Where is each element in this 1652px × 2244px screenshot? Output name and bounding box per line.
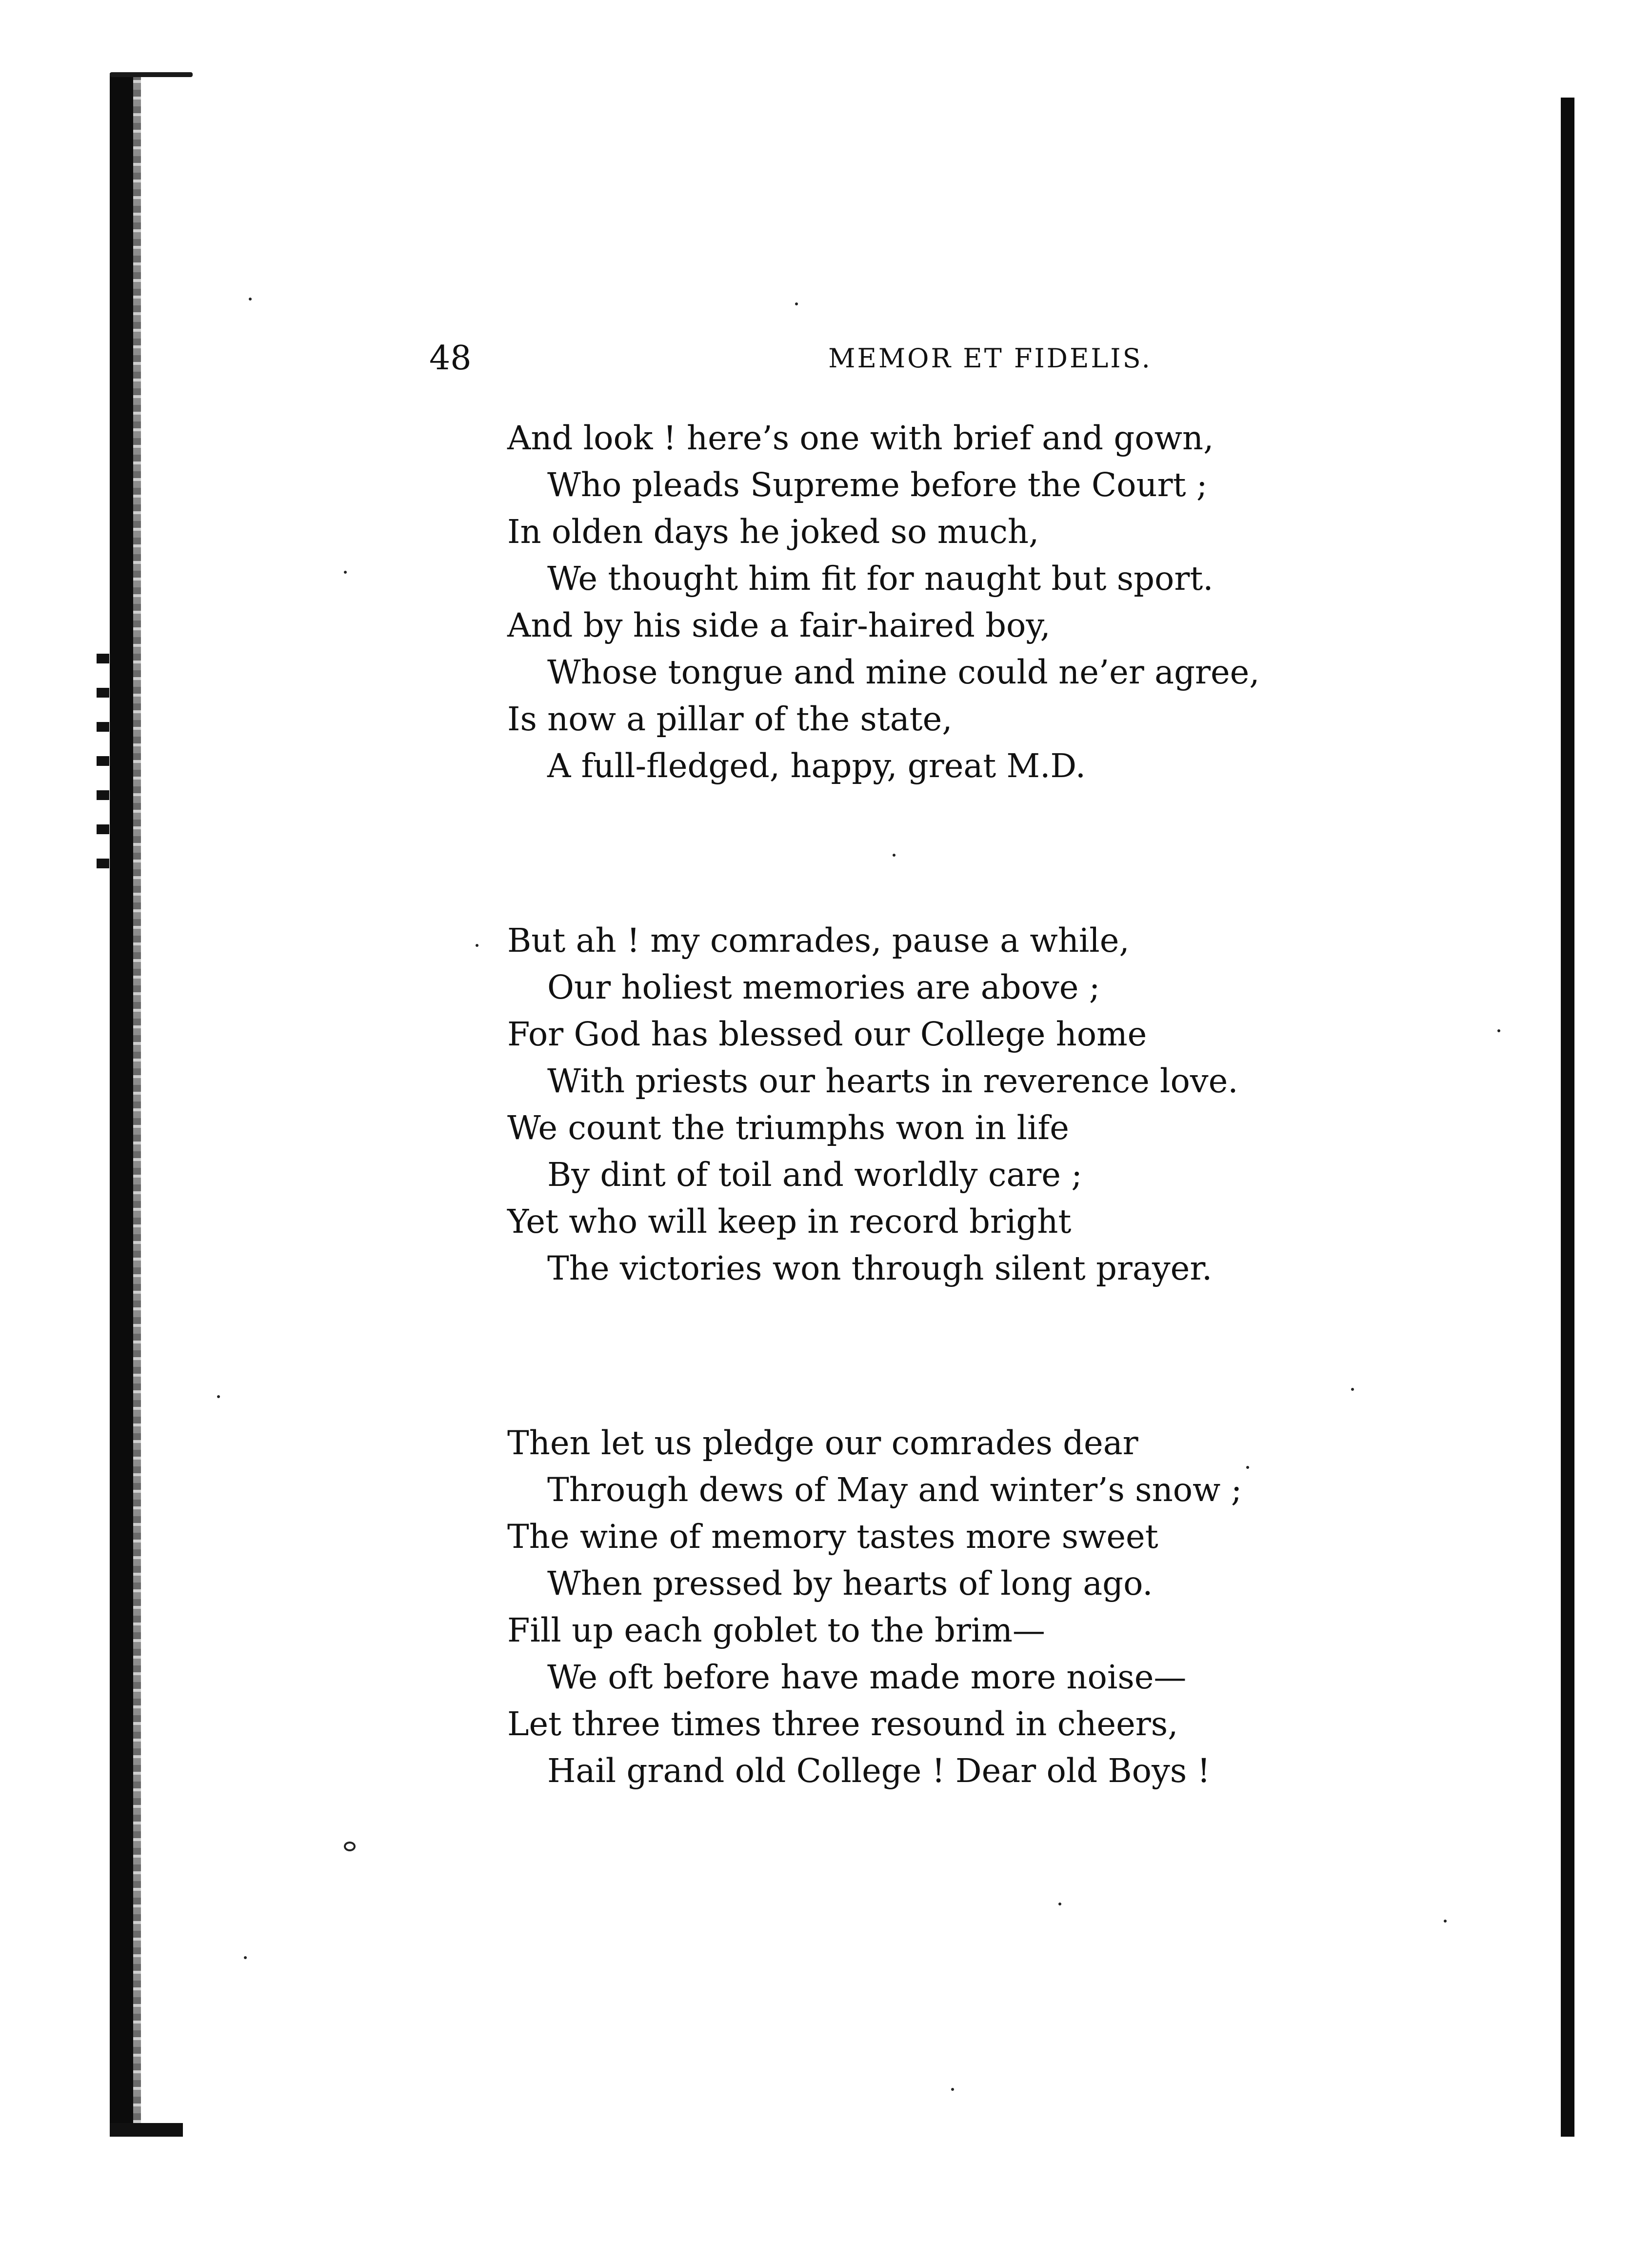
verse-line: With priests our hearts in reverence love. xyxy=(547,1062,1238,1100)
verse-line: Then let us pledge our comrades dear xyxy=(507,1424,1138,1462)
page-binding-shadow xyxy=(133,73,141,2137)
dust-speck xyxy=(476,944,478,947)
verse-line: We thought him fit for naught but sport. xyxy=(547,560,1214,598)
dust-speck xyxy=(1444,1920,1447,1923)
dust-speck xyxy=(1497,1029,1500,1032)
running-head xyxy=(429,337,1429,381)
verse-line: In olden days he joked so much, xyxy=(507,513,1039,551)
verse-line: Let three times three resound in cheers, xyxy=(507,1705,1178,1743)
verse-line: Is now a pillar of the state, xyxy=(507,700,953,738)
dust-speck xyxy=(893,854,896,857)
page-number: 48 xyxy=(429,339,472,378)
stanza xyxy=(507,917,1312,1292)
verse-line: Fill up each goblet to the brim— xyxy=(507,1611,1045,1649)
verse-line: Whose tongue and mine could ne’er agree, xyxy=(547,653,1260,691)
verse-line: The wine of memory tastes more sweet xyxy=(507,1518,1158,1556)
stanza xyxy=(507,1420,1312,1794)
dust-speck xyxy=(1058,1903,1061,1905)
dust-speck xyxy=(217,1395,220,1398)
verse-line: And look ! here’s one with brief and gown, xyxy=(507,419,1214,457)
page-corner-mark-bottom xyxy=(110,2123,183,2137)
verse-line: But ah ! my comrades, pause a while, xyxy=(507,922,1130,960)
verse-line: The victories won through silent prayer. xyxy=(547,1249,1213,1287)
dust-speck xyxy=(795,302,798,305)
verse-line: Who pleads Supreme before the Court ; xyxy=(547,466,1208,504)
page-binding-edge-left xyxy=(110,73,133,2137)
verse-line: Hail grand old College ! Dear old Boys ! xyxy=(547,1752,1211,1790)
binding-ticks xyxy=(97,654,109,878)
verse-line: We oft before have made more noise— xyxy=(547,1658,1187,1696)
dust-speck xyxy=(344,571,347,574)
verse-line: For God has blessed our College home xyxy=(507,1015,1147,1053)
dust-speck xyxy=(249,298,252,301)
verse-line: We count the triumphs won in life xyxy=(507,1109,1069,1147)
dust-speck xyxy=(951,2088,954,2091)
dust-speck xyxy=(244,1956,247,1959)
stanza xyxy=(507,415,1312,789)
dust-speck xyxy=(1351,1388,1354,1391)
running-title: MEMOR ET FIDELIS. xyxy=(828,343,1152,374)
verse-line: And by his side a fair-haired boy, xyxy=(507,606,1051,644)
page-edge-right xyxy=(1561,98,1574,2137)
verse-line: When pressed by hearts of long ago. xyxy=(547,1564,1153,1603)
dust-speck xyxy=(344,1842,356,1851)
verse-line: Our holiest memories are above ; xyxy=(547,968,1100,1006)
verse-line: By dint of toil and worldly care ; xyxy=(547,1156,1082,1194)
page-corner-mark xyxy=(110,72,193,77)
verse-line: Through dews of May and winter’s snow ; xyxy=(547,1471,1242,1509)
verse-line: Yet who will keep in record bright xyxy=(507,1202,1072,1241)
verse-line: A full-fledged, happy, great M.D. xyxy=(547,747,1086,785)
